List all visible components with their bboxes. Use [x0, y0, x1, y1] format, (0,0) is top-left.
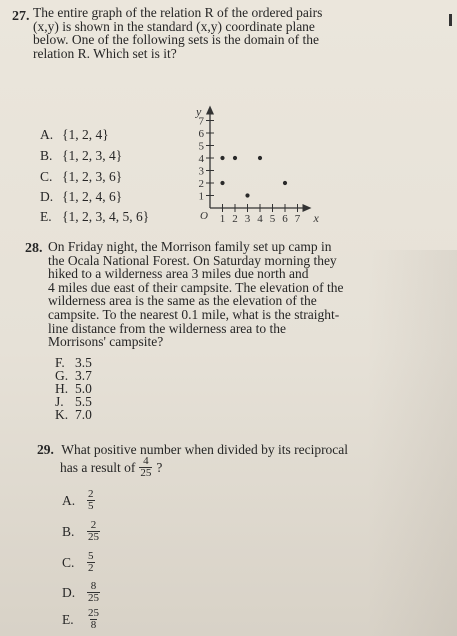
y-tick-label: 6: [198, 128, 204, 140]
x-tick-label: 7: [294, 213, 301, 225]
stem-line: The entire graph of the relation R of the ordered pairs: [33, 5, 323, 20]
x-axis-label: x: [313, 211, 319, 225]
x-tick-label: 6: [282, 213, 288, 225]
fraction-denominator: 25: [140, 467, 152, 479]
choice-text: {1, 2, 3, 4}: [62, 148, 123, 163]
choice-fraction: [87, 551, 95, 574]
x-tick-label: 3: [244, 213, 251, 225]
question-stem: [33, 6, 383, 60]
stem-line: wilderness area is the same as the elevation of the: [48, 293, 317, 309]
choice-text: 3.5: [75, 355, 92, 370]
question-number: 29.: [37, 442, 54, 457]
choice-text: {1, 2, 3, 4, 5, 6}: [62, 209, 150, 224]
question-number: 28.: [25, 241, 43, 256]
choice-letter: B.: [40, 148, 53, 163]
stem-line: the Ocala National Forest. On Saturday morning they: [48, 252, 337, 268]
choice-letter: J.: [55, 394, 64, 409]
y-tick-label: 5: [198, 140, 204, 153]
stem-line: On Friday night, the Morrison family set up camp in: [48, 239, 332, 254]
answer-choice-k[interactable]: [55, 409, 92, 421]
choice-letter: B.: [62, 523, 75, 539]
question-29-line2: [60, 456, 162, 479]
fraction-numerator: 2: [88, 488, 94, 500]
stem-line: line distance from the wilderness area to the: [48, 320, 287, 336]
question-stem: [48, 240, 388, 349]
x-axis-arrow: [303, 204, 312, 212]
choice-letter: H.: [55, 381, 69, 396]
stem-line: has a result of: [60, 459, 136, 475]
answer-choice-c[interactable]: [40, 169, 122, 185]
page-edge-mark: [449, 14, 452, 26]
answer-choice-29b[interactable]: [62, 520, 101, 543]
fraction-numerator: 4: [143, 455, 149, 467]
x-tick-label: 4: [257, 213, 263, 225]
answer-choice-29c[interactable]: [62, 551, 96, 574]
data-point: [220, 181, 224, 185]
stem-line: What positive number when divided by its reciprocal: [61, 442, 349, 457]
answer-choice-29e[interactable]: [62, 608, 101, 631]
stem-line: (x,y) is shown in the standard (x,y) coordinate plane: [33, 18, 315, 34]
question-29: [37, 443, 348, 457]
y-axis-label: y: [196, 104, 202, 119]
fraction-denominator: 25: [88, 531, 99, 543]
x-tick-label: 5: [269, 213, 276, 225]
graph-points: [220, 156, 287, 198]
answer-choice-a[interactable]: [40, 127, 109, 143]
choice-fraction: [87, 581, 100, 604]
answer-choice-b[interactable]: [40, 148, 122, 164]
fraction-denominator: 8: [90, 619, 97, 631]
data-point: [283, 181, 287, 185]
choice-text: 5.0: [75, 381, 92, 396]
choice-letter: D.: [40, 189, 54, 204]
choice-text: {1, 2, 3, 6}: [62, 169, 123, 184]
choice-text: {1, 2, 4, 6}: [62, 189, 123, 204]
y-tick-label: 4: [198, 153, 204, 165]
choice-letter: A.: [40, 127, 54, 142]
answer-choice-29d[interactable]: [62, 581, 101, 604]
data-point: [245, 193, 249, 197]
y-tick-label: 7: [198, 115, 204, 128]
fraction-numerator: 8: [90, 580, 97, 592]
fraction-numerator: 25: [88, 607, 99, 619]
choice-fraction: [87, 520, 100, 543]
y-axis-arrow: [206, 106, 214, 115]
choice-fraction: [87, 608, 100, 631]
y-tick-label: 2: [198, 178, 204, 190]
origin-label: O: [200, 210, 208, 222]
x-tick-label: 1: [219, 213, 226, 225]
choice-letter: C.: [62, 554, 75, 570]
x-tick-label: 2: [232, 213, 238, 225]
stem-line: below. One of the following sets is the domain of the: [33, 32, 319, 48]
question-number: 27.: [12, 9, 30, 24]
choice-text: 7.0: [75, 407, 92, 422]
choice-letter: E.: [40, 209, 52, 224]
answer-choice-d[interactable]: [40, 189, 122, 205]
choice-letter: C.: [40, 169, 53, 184]
choice-letter: D.: [62, 584, 76, 600]
fraction-denominator: 5: [88, 500, 94, 512]
fraction-denominator: 2: [88, 562, 94, 574]
answer-choice-e[interactable]: [40, 209, 149, 225]
fraction-numerator: 5: [88, 550, 94, 562]
choice-text: 5.5: [75, 394, 92, 409]
coordinate-graph: [192, 80, 332, 240]
choice-fraction: [87, 489, 95, 512]
answer-choice-29a[interactable]: [62, 489, 96, 512]
choice-letter: G.: [55, 368, 69, 383]
choice-letter: E.: [62, 611, 74, 627]
y-tick-label: 1: [198, 190, 204, 203]
choice-letter: A.: [62, 492, 76, 508]
data-point: [233, 156, 237, 160]
stem-line: hiked to a wilderness area 3 miles due north and: [48, 266, 309, 282]
fraction-numerator: 2: [90, 519, 97, 531]
y-tick-label: 3: [198, 165, 204, 178]
result-fraction: [139, 456, 152, 479]
stem-line: Morrisons' campsite?: [48, 334, 164, 350]
stem-line: campsite. To the nearest 0.1 mile, what is the straight-: [48, 306, 340, 322]
question-mark: ?: [156, 459, 163, 475]
choice-letter: F.: [55, 355, 65, 370]
data-point: [258, 156, 262, 160]
fraction-denominator: 25: [88, 592, 99, 604]
data-point: [220, 156, 224, 160]
choice-text: {1, 2, 4}: [62, 127, 109, 142]
stem-line: 4 miles due east of their campsite. The elevation of the: [48, 279, 344, 295]
choice-letter: K.: [55, 407, 69, 422]
choice-text: 3.7: [75, 368, 92, 383]
stem-line: relation R. Which set is it?: [33, 45, 177, 61]
